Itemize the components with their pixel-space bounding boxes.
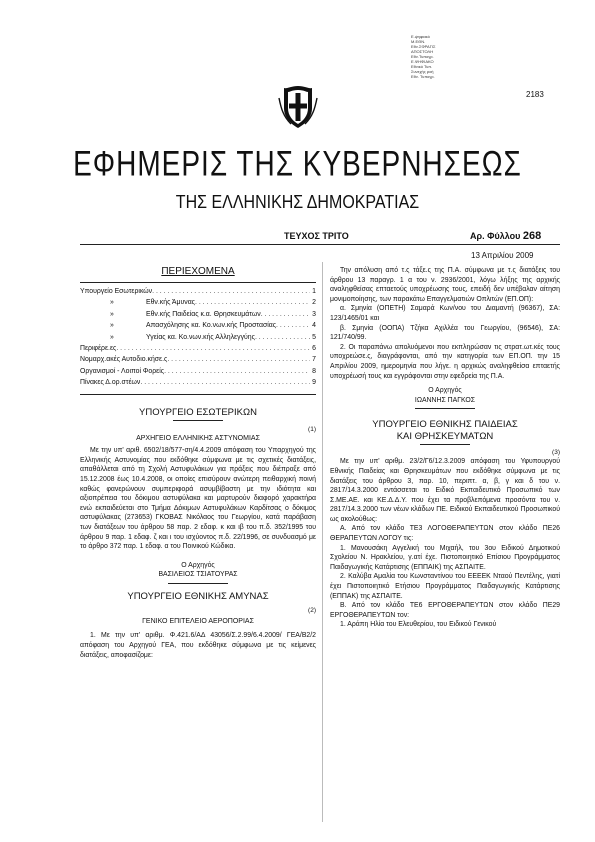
decision-text: Με την υπ' αριθμ. 23/2/Γ6/12.3.2009 απόφαση του Υφυπουργού Εθνικής Παιδείας και Θρησκευμάτων που εκδόθηκε σύμφωνα με τις διατάξεις του άρθρου 3, παρ. 10, περιπτ. α, β, γ και δ του ν. 2817/14.3.2000 εντάσσεται το Ειδικό Εκπαιδευτικό Προσωπικό των Σ.ΜΕ.ΑΕ. και ΚΕ.Δ.Δ.Υ. που έχει τα προβλεπόμενα προσόντα του ν. 2817/14.3.2000 των νέων κλάδων ΠΕ. Ειδικού Εκπαιδευτικού Προσωπικού ως ακολούθως:	[330, 458, 560, 523]
decision-number: (2)	[308, 607, 316, 615]
decision-text: Α. Από τον κλάδο ΤΕ3 ΛΟΓΟΘΕΡΑΠΕΥΤΩΝ στον κλάδο ΠΕ26 ΘΕΡΑΠΕΥΤΩΝ ΛΟΓΟΥ τις:	[330, 525, 560, 543]
decision-text: Την απόλυση από τ.ς τάξε.ς της Π.Α. σύμφωνα με τ.ς διατάξεις του άρθρου 13 παραγρ. 1 α του ν. 2936/2001, λόγω λήξης της αρχικής αναληφθείσας επταετούς υποχρέωσης τους, επειδή δεν υπέβαλαν αίτηση μονιμοποίησης, των παρακάτω Επαγγελματιών Οπλιτών (ΕΠ.ΟΠ):	[330, 267, 560, 303]
contents-item[interactable]: Νομαρχ.ακές Αυτοδιο.κήσε.ς . . . 7	[80, 354, 316, 365]
ministry-interior-heading: ΥΠΟΥΡΓΕΙΟ ΕΣΩΤΕΡΙΚΩΝ	[139, 406, 257, 418]
decision-text: 1. Μανουσάκη Αγγελική του Μιχαήλ, του 3ου Ειδικού Δημοτικού Σχολείου Ν. Ηρακλείου, γ.ατί έχε. Πιστοποιητικό Επίσιου Προγράμματος Παιδαγωγικής Κατάρτισης (ΕΠΠΑΙΚ) της ΑΣΠΑΙΤΕ.	[330, 544, 560, 571]
decision-number: (1)	[308, 426, 316, 434]
issue-label: ΤΕΥΧΟΣ ΤΡΙΤΟ	[284, 231, 349, 241]
contents-item[interactable]: » Υγείας κα. Κο.νων.κής Αλληλεγγύης . . . 5	[80, 332, 316, 343]
stamp-line: Εθν.ΣΦΡΑΓΙΣ	[411, 44, 436, 49]
masthead-divider	[80, 244, 560, 245]
sheet-number	[470, 230, 541, 242]
contents-end-divider	[80, 394, 316, 395]
signer-name: ΙΩΑΝΝΗΣ ΠΑΓΚΟΣ	[414, 396, 476, 404]
contents-item[interactable]: Υπουργείο Εσωτερικών . . . 1	[80, 286, 316, 297]
page-number: 2183	[526, 90, 544, 99]
decision-item: α. Σμηνία (ΟΠΕΤΗ) Σαμαρά Κων/νου του Διαμαντή (96367), ΣΑ: 123/1465/01 και	[330, 305, 560, 322]
signer-title: Ο Αρχηγός	[181, 561, 215, 569]
contents-item[interactable]: » Εθν.κής Παιδείας κ.α. Θρησκευμάτων . . . 3	[80, 309, 316, 320]
sheet-value: 268	[522, 230, 542, 242]
decision-number: (3)	[552, 449, 560, 457]
contents-item[interactable]: Πίνακες Δ.ορ.στέων . . . 9	[80, 377, 316, 388]
authority-heading: ΓΕΝΙΚΟ ΕΠΙΤΕΛΕΙΟ ΑΕΡΟΠΟΡΙΑΣ	[142, 618, 254, 626]
stamp-line: Ε.ΨΗΦΙΑΚΟ	[411, 59, 434, 64]
stamp-line: Εθν. Τυπογρ.	[411, 74, 435, 79]
decision-text: Β. Από τον κλάδο ΤΕ6 ΕΡΓΟΘΕΡΑΠΕΥΤΩΝ στον κλάδο ΠΕ29 ΕΡΓΟΘΕΡΑΠΕΥΤΩΝ τον:	[330, 602, 560, 619]
stamp-line: Εθνικό Τυπ.	[411, 64, 433, 69]
issue-date: 13 Απριλίου 2009	[471, 251, 534, 260]
signer-title: Ο Αρχηγός	[428, 387, 462, 395]
heading-rule	[420, 444, 470, 445]
contents-item[interactable]: Περιφέρε.ες . . . 6	[80, 343, 316, 354]
column-divider	[322, 262, 323, 822]
ministry-education-heading-line2: ΚΑΙ ΘΡΗΣΚΕΥΜΑΤΩΝ	[396, 430, 494, 442]
contents-heading: ΠΕΡΙΕΧΟΜΕΝΑ	[161, 266, 235, 277]
stamp-line: Συνεχής ροή	[411, 69, 434, 74]
heading-rule	[173, 420, 223, 421]
decision-text: 2. Οι παραπάνω απολυόμενοι που εκπληρώσαν τις στρατ.ωτ.κές τους υποχρεώσε.ς, διαγράφονται, από την κατηγορία των ΕΠ.ΟΠ. την 15 Απριλίου 2009, ημερομηνία που λήγε. η αρχικώς αναληφθείσα επταετής υποχρέωσή τους και εγγράφονται στην εφεδρεία της Π.Α.	[330, 343, 560, 380]
section-rule	[168, 583, 228, 584]
coat-of-arms-emblem	[275, 84, 321, 130]
left-column	[80, 266, 316, 660]
decision-text: 2. Καλύβα Αμαλία του Κωνσταντίνου του ΕΕΕΕΚ Νταού Πεντέλης, γιατί έχει Πιστοποιητικό Ετήσιου Προγράμματος Παιδαγωγικής Κατάρτισης (ΕΠΠΑΚ) της ΑΣΠΑΙΤΕ.	[330, 573, 560, 600]
section-rule	[415, 408, 475, 409]
signer-name: ΒΑΣΙΛΕΙΟΣ ΤΣΙΑΤΟΥΡΑΣ	[158, 571, 238, 579]
contents-list	[80, 286, 316, 389]
stamp-line: Εθν.Τυπογρ.	[411, 54, 434, 59]
stamp-line: Μ.ΕΘΝ.	[411, 39, 426, 44]
stamp-line: ΑΠΟΣΤΟΛΗ	[411, 49, 434, 54]
ministry-defence-heading: ΥΠΟΥΡΓΕΙΟ ΕΘΝΙΚΗΣ ΑΜΥΝΑΣ	[127, 590, 269, 602]
right-column	[330, 266, 560, 630]
gazette-title: ΕΦΗΜΕΡΙΣ ΤΗΣ ΚΥΒΕΡΝΗΣΕΩΣ	[73, 144, 522, 183]
gazette-subtitle: ΤΗΣ ΕΛΛΗΝΙΚΗΣ ΔΗΜΟΚΡΑΤΙΑΣ	[175, 193, 420, 213]
decision-text: 1. Με την υπ' αριθμ. Φ.421.6/ΑΔ 43056/Σ.2.99/6.4.2009/ ΓΕΑ/Β2/2 απόφαση του Αρχηγού ΓΕΑ, που εκδόθηκε σύμφωνα με τις κείμενες διατάξεις, αποφασίζομε:	[80, 632, 316, 659]
decision-item: β. Σμηνία (ΟΟΠΑ) Τζήκα Αχιλλέα του Γεωργίου, (96546), ΣΑ: 121/740/99.	[330, 324, 560, 342]
ministry-education-heading: ΥΠΟΥΡΓΕΙΟ ΕΘΝΙΚΗΣ ΠΑΙΔΕΙΑΣ	[372, 419, 518, 431]
decision-text: 1. Αράπη Ηλία του Ελευθερίου, του Ειδικού Γενικού	[340, 621, 497, 629]
contents-item[interactable]: Οργανισμοί - Λοιποί Φορείς . . . 8	[80, 366, 316, 377]
contents-item[interactable]: » Απασχόλησης κα. Κο.νων.κής Προστασίας . . . 4	[80, 320, 316, 331]
stamp-line: Ε.ψηφιακό	[411, 34, 430, 39]
sheet-label: Αρ. Φύλλου	[470, 231, 521, 241]
authority-heading: ΑΡΧΗΓΕΙΟ ΕΛΛΗΝΙΚΗΣ ΑΣΤΥΝΟΜΙΑΣ	[136, 435, 260, 443]
decision-text: Με την υπ' αριθ. 6502/18/577-ση/4.4.2009 απόφαση του Υπαρχηγού της Ελληνικής Αστυνομίας που εκδόθηκε σύμφωνα με τις σχετικές διατάξεις, απαθάλλεται από τη Σχολή Αστυφυλάκων για πράξεις που διέπραξε από 15.12.2008 έως 10.4.2008, οι οποίες επισύρουν ανώτερη πειθαρχική ποινή καθώς φανερώνουν συμπεριφορά ασυμβίβαστη με την ιδιότητα και αξιοπρέπεια του δόκιμου αστυφύλακα και μαρτυρούν διαφορό χαρακτήρα ενώ εκπαιδεύεται στο Τμήμα Δόκιμων Αστυφυλάκων Καρδίτσας ο δόκιμος αστυφύλακας (273653) ΓΚΟΒΑΣ Νικόλαος του Γεωργίου, κατά παράβαση των διατάξεων του άρθρου 58 παρ. 2 εδαφ. κ και ιβ του π.δ. 352/1995 του άρθρου 9 παρ. 1 εδαφ. ζ και ι του ισχύοντος π.δ. 22/1996, σε συνδυασμό με το άρθρο 372 παρ. 1 εδαφ. α του Ποινικού Κώδικα.	[80, 447, 316, 551]
distribution-stamp	[411, 34, 481, 79]
contents-divider	[80, 282, 316, 283]
contents-item[interactable]: » Εθν.κής Άμυνας . . . 2	[80, 297, 316, 308]
